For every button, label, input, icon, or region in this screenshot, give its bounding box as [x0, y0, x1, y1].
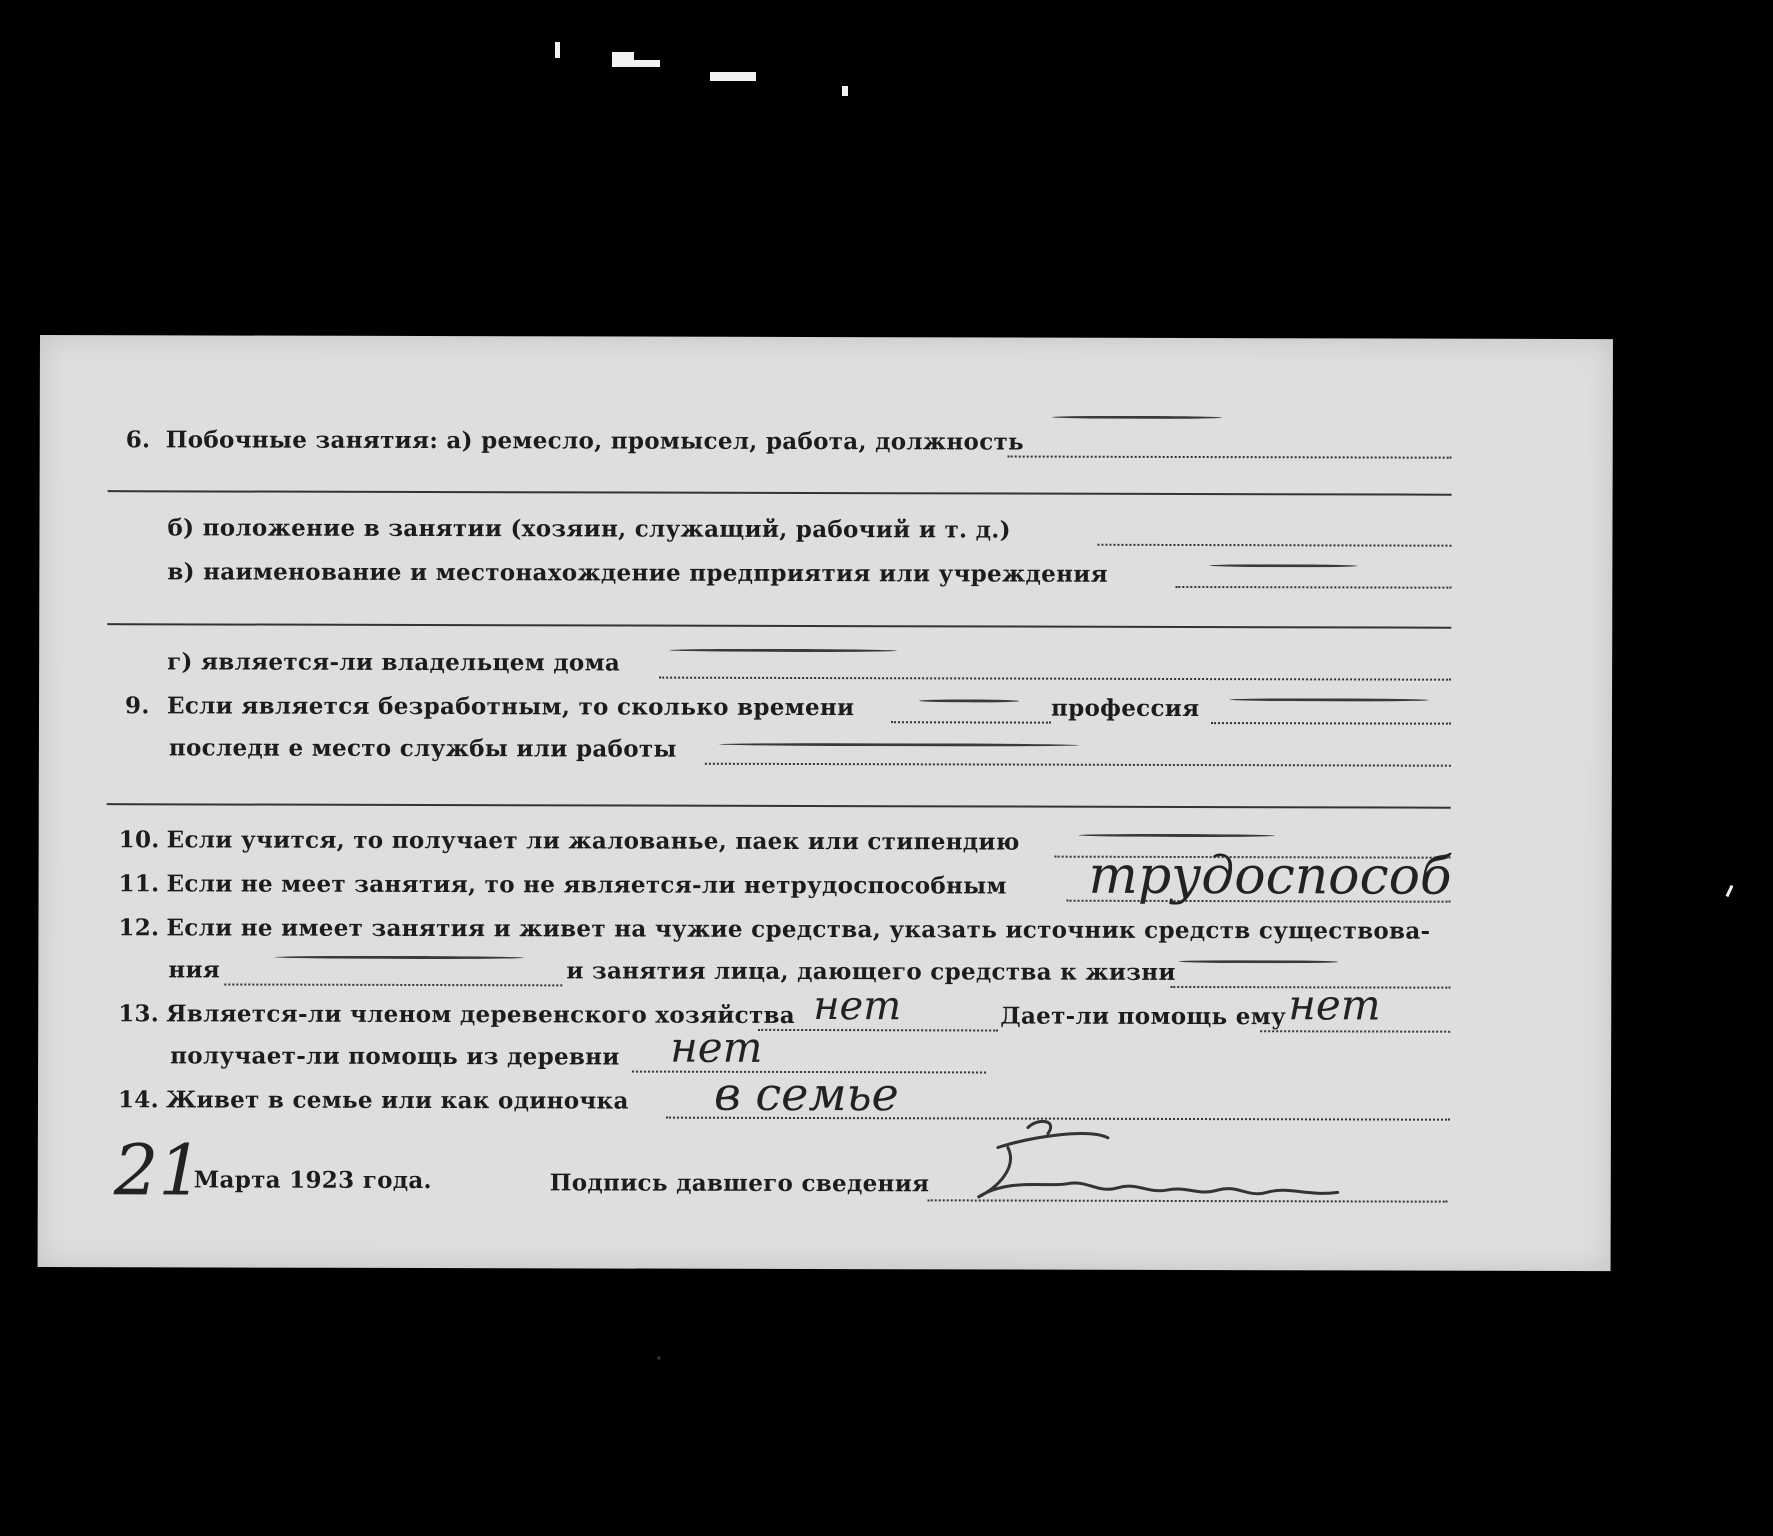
- date-text: Марта 1923 года.: [193, 1166, 432, 1195]
- answer-dash: [1178, 960, 1338, 963]
- scan-artifact: [555, 42, 560, 58]
- handwritten-answer: в семье: [713, 1066, 899, 1122]
- answer-line: [107, 803, 1451, 809]
- question-number: 9.: [124, 692, 150, 720]
- question-14: 14. Живет в семье или как одиночка: [117, 1086, 629, 1115]
- question-number: 13.: [118, 1000, 160, 1028]
- answer-line: [1260, 1030, 1450, 1032]
- question-11: 11. Если не меет занятия, то не является-ли нетрудоспособным: [118, 870, 1007, 900]
- answer-dash: [719, 743, 1079, 747]
- question-13: 13. Является-ли членом деревенского хозяйства: [118, 1000, 796, 1029]
- answer-dash: [274, 956, 524, 960]
- question-9: 9. Если является безработным, то сколько времени: [124, 692, 855, 722]
- answer-dash: [1052, 416, 1222, 419]
- question-6v: в) наименование и местонахождение предприятия или учреждения: [167, 558, 1108, 588]
- answer-line: [224, 983, 562, 986]
- scan-artifact: [612, 52, 634, 60]
- answer-line: [108, 490, 1452, 496]
- question-number: 12.: [118, 914, 160, 942]
- scan-artifact: [842, 86, 848, 96]
- answer-line: [659, 677, 1451, 681]
- question-9-last-place: последн е место службы или работы: [168, 734, 677, 763]
- handwritten-answer: нет: [670, 1022, 763, 1072]
- scan-artifact: [710, 72, 756, 81]
- answer-line: [1008, 456, 1452, 459]
- form-card: [38, 335, 1613, 1271]
- question-12-cont: ния: [168, 956, 221, 984]
- question-13-line2: получает-ли помощь из деревни: [170, 1042, 620, 1071]
- handwritten-signature: [968, 1107, 1388, 1218]
- question-number: 11.: [118, 870, 160, 898]
- handwritten-answer: нет: [1288, 980, 1381, 1030]
- answer-line: [107, 623, 1451, 629]
- paper-speck: [657, 1357, 660, 1360]
- question-number: 14.: [117, 1086, 159, 1114]
- answer-dash: [1229, 698, 1429, 702]
- question-10: 10. Если учится, то получает ли жалованье, паек или стипендию: [118, 826, 1020, 856]
- question-6b: б) положение в занятии (хозяин, служащий, рабочий и т. д.): [167, 514, 1011, 544]
- question-6a: 6. Побочные занятия: а) ремесло, промысел, работа, должность: [125, 426, 1025, 456]
- answer-line: [705, 763, 1451, 767]
- handwritten-answer: трудоспособ: [1088, 845, 1452, 907]
- answer-dash: [669, 649, 897, 653]
- answer-line: [758, 1029, 998, 1032]
- scan-artifact: [1726, 885, 1734, 897]
- answer-line: [1211, 722, 1451, 725]
- question-number: 6.: [125, 426, 151, 454]
- handwritten-day: 21: [113, 1129, 203, 1212]
- question-6g: г) является-ли владельцем дома: [167, 648, 621, 677]
- answer-line: [1175, 586, 1451, 589]
- question-12-cont-b: и занятия лица, дающего средства к жизни: [566, 957, 1176, 986]
- scan-artifact: [612, 60, 660, 67]
- question-12: 12. Если не имеет занятия и живет на чужие средства, указать источник средств существова-: [118, 914, 1431, 945]
- question-13-mid: Дает-ли помощь ему: [1000, 1002, 1287, 1031]
- answer-dash: [1079, 834, 1275, 838]
- question-number: 10.: [118, 826, 160, 854]
- answer-line: [1097, 544, 1451, 547]
- profession-label: профессия: [1050, 694, 1200, 723]
- answer-line: [891, 721, 1051, 723]
- answer-dash: [1209, 564, 1357, 567]
- answer-dash: [919, 699, 1019, 702]
- signature-label: Подпись давшего сведения: [549, 1169, 930, 1198]
- handwritten-answer: нет: [813, 983, 902, 1030]
